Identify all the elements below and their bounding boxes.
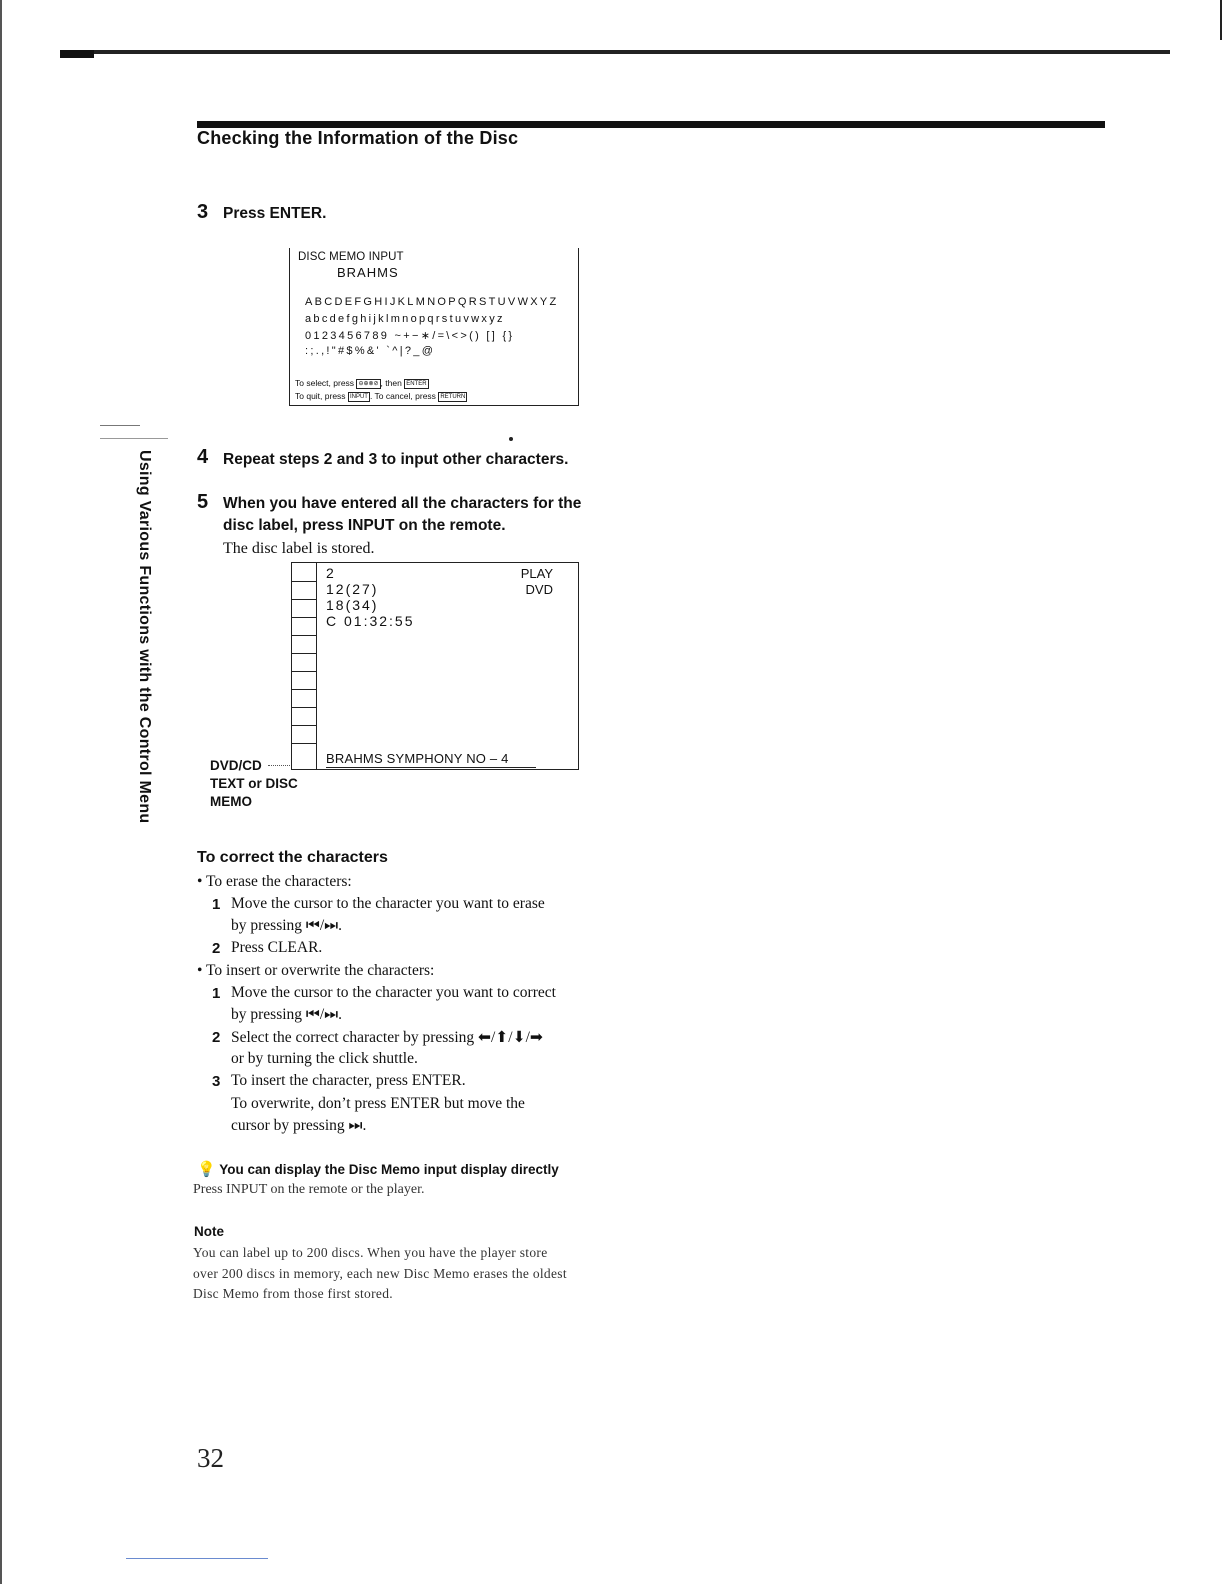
scan-edge-right — [1220, 0, 1222, 40]
section-title: Checking the Information of the Disc — [197, 128, 519, 148]
substep-text: Select the correct character by pressing ⬅/⬆/⬇/➡ — [231, 1029, 543, 1046]
bullet-text: To insert or overwrite the characters: — [206, 962, 435, 979]
select-instruction — [295, 378, 429, 389]
disc-label-text: BRAHMS SYMPHONY NO – 4 — [326, 751, 509, 766]
substep-text: cursor by pressing ⏭. — [231, 1117, 367, 1134]
substep-number: 1 — [212, 985, 221, 1002]
character-row-symbols: :;.,!"#$%&' `^|?_@ — [305, 345, 436, 357]
character-row-uppercase: ABCDEFGHIJKLMNOPQRSTUVWXYZ — [305, 296, 559, 308]
callout-label: DVD/CD — [210, 758, 262, 773]
step-text: disc label, press INPUT on the remote. — [223, 517, 506, 534]
tip-heading-text: You can display the Disc Memo input display directly — [219, 1162, 559, 1177]
menu-icon — [292, 599, 316, 618]
quit-instruction-text: To quit, press — [295, 391, 346, 401]
bullet-item — [197, 962, 434, 980]
sidebar-tick — [100, 438, 168, 439]
substep-number: 2 — [212, 1029, 221, 1046]
menu-icon — [292, 707, 316, 726]
scan-edge-left — [0, 0, 2, 1584]
substep-text: Move the cursor to the character you want to erase — [231, 895, 545, 912]
tip-heading — [197, 1160, 559, 1178]
control-menu-icon-column — [292, 563, 317, 769]
menu-icon — [292, 617, 316, 636]
menu-icon — [292, 653, 316, 672]
play-status: PLAY — [520, 566, 553, 581]
disc-memo-input-screen — [289, 248, 579, 406]
select-instruction-text: To select, press — [295, 378, 355, 388]
step-note: The disc label is stored. — [223, 540, 375, 557]
menu-icon — [292, 689, 316, 708]
step-number: 3 — [197, 201, 209, 223]
substep-text: or by turning the click shuttle. — [231, 1050, 418, 1067]
substep-number: 3 — [212, 1073, 221, 1090]
substep-number: 1 — [212, 896, 221, 913]
scan-dot — [509, 437, 513, 441]
note-heading: Note — [194, 1224, 224, 1239]
menu-icon — [292, 563, 316, 582]
enter-key-icon: ENTER — [406, 380, 427, 387]
menu-icon — [292, 581, 316, 600]
scan-top-mark — [60, 50, 94, 58]
callout-label: MEMO — [210, 794, 252, 809]
menu-icon — [292, 725, 316, 744]
callout-label: TEXT or DISC — [210, 776, 298, 791]
menu-icon — [292, 671, 316, 690]
disc-memo-icon — [292, 743, 316, 761]
scan-top-line — [62, 50, 1170, 54]
step-text: When you have entered all the characters for the — [223, 495, 582, 512]
substep-text: Move the cursor to the character you want to correct — [231, 984, 556, 1001]
cancel-instruction-text: . To cancel, press — [369, 391, 436, 401]
control-menu-screen — [291, 562, 579, 770]
character-row-digits: 0123456789 ~+−∗/=\<>() [] {} — [305, 330, 515, 342]
input-key-icon: INPUT — [349, 393, 368, 400]
return-key-icon: RETURN — [440, 393, 466, 400]
bullet-icon: • — [197, 962, 203, 979]
page-number: 32 — [197, 1443, 224, 1473]
arrow-keys-icon: ⊖⊕⊗⊘ — [358, 380, 379, 387]
disc-memo-name: BRAHMS — [337, 265, 399, 280]
sidebar-chapter-tab — [123, 450, 153, 860]
bullet-icon: • — [197, 873, 203, 890]
step-number: 5 — [197, 491, 209, 513]
callout-leader — [268, 765, 290, 767]
lightbulb-icon: 💡 — [197, 1161, 216, 1178]
screen-title: DISC MEMO INPUT — [298, 251, 404, 263]
substep-number: 2 — [212, 940, 221, 957]
time-display: C 01:32:55 — [326, 613, 415, 629]
step-number: 4 — [197, 446, 209, 468]
step-text: Press ENTER. — [223, 205, 327, 222]
disc-label-underline — [326, 767, 536, 768]
character-row-lowercase: abcdefghijklmnopqrstuvwxyz — [305, 313, 505, 325]
substep-text: Press CLEAR. — [231, 939, 323, 956]
note-body-line: over 200 discs in memory, each new Disc Memo erases the oldest — [193, 1266, 567, 1281]
sidebar-label: Using Various Functions with the Control Menu — [136, 450, 153, 824]
bullet-item — [197, 873, 352, 891]
quit-instruction — [295, 391, 467, 402]
step-text: Repeat steps 2 and 3 to input other characters. — [223, 451, 569, 468]
note-body-line: Disc Memo from those first stored. — [193, 1286, 393, 1301]
select-instruction-then: , then — [380, 378, 402, 388]
header-rule — [197, 121, 1105, 128]
substep-text: To overwrite, don’t press ENTER but move the — [231, 1095, 525, 1112]
track-number: 18(34) — [326, 597, 379, 613]
disc-type: DVD — [525, 582, 553, 597]
tip-body: Press INPUT on the remote or the player. — [193, 1182, 425, 1197]
substep-text: by pressing ⏮/⏭. — [231, 917, 342, 934]
substep-text: To insert the character, press ENTER. — [231, 1072, 466, 1089]
note-body-line: You can label up to 200 discs. When you have the player store — [193, 1245, 548, 1260]
sidebar-tick — [100, 425, 140, 426]
substep-text: by pressing ⏮/⏭. — [231, 1006, 342, 1023]
chapter-number: 12(27) — [326, 581, 379, 597]
footer-rule — [126, 1558, 268, 1559]
title-number: 2 — [326, 565, 336, 581]
bullet-text: To erase the characters: — [206, 873, 352, 890]
menu-icon — [292, 635, 316, 654]
subsection-heading: To correct the characters — [197, 849, 388, 866]
